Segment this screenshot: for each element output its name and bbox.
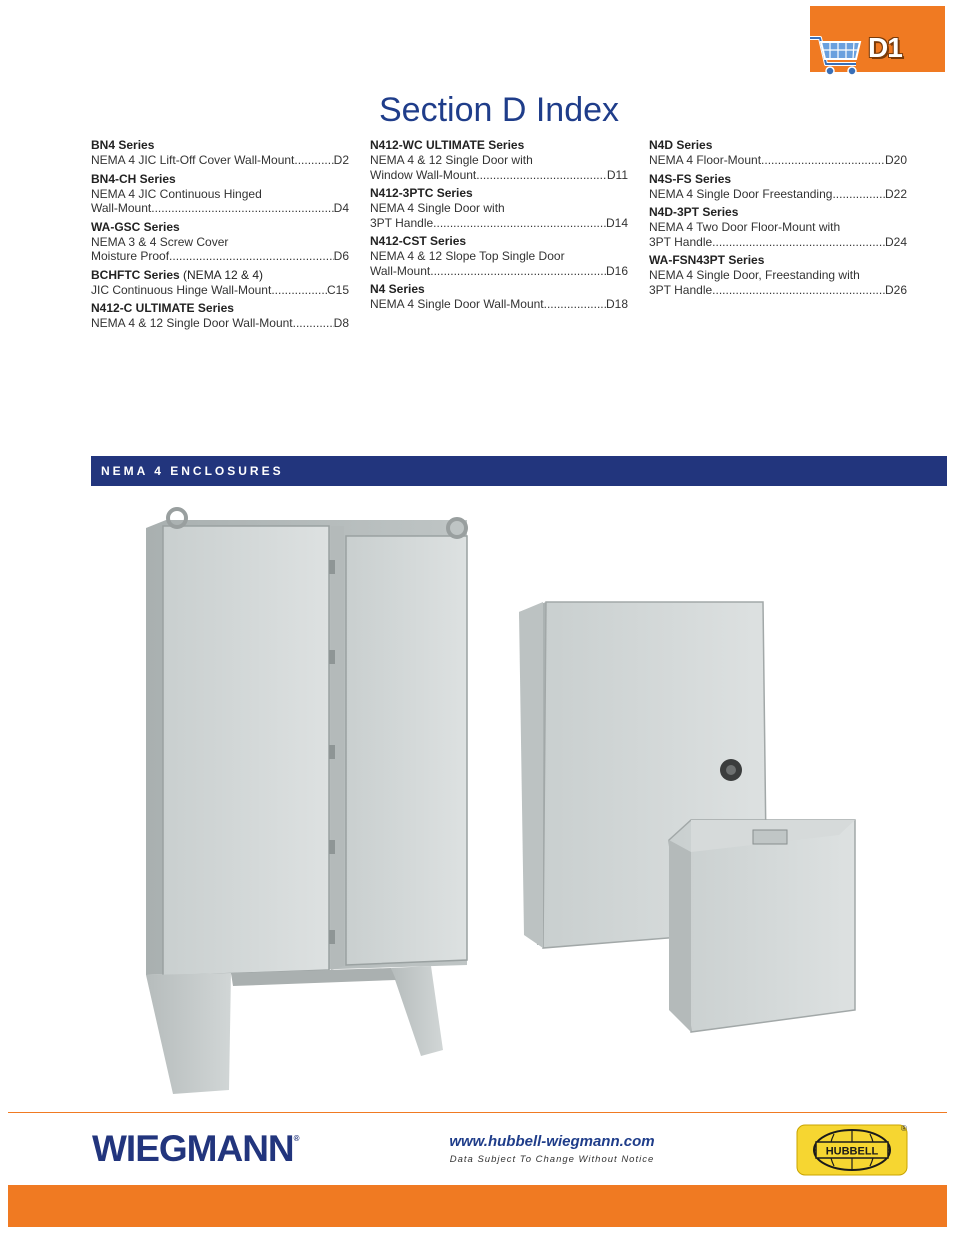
series-description: NEMA 4 & 12 Single Door with [370, 153, 533, 167]
series-description-with-page: NEMA 4 Single Door Freestanding ..... D22 [649, 187, 907, 202]
series-title: N412-CST Series [370, 234, 467, 248]
series-description: NEMA 4 Single Door with [370, 201, 505, 215]
index-entry[interactable] [91, 220, 349, 264]
series-title: WA-GSC Series [91, 219, 180, 234]
enclosures-photo [91, 490, 947, 1095]
series-description-with-page: NEMA 4 Floor-Mount ..... D20 [649, 153, 907, 168]
page-reference: D20 [884, 153, 907, 167]
series-description-with-page: NEMA 4 Single Door Wall-Mount ..... D18 [370, 297, 628, 312]
series-description-with-page: Window Wall-Mount ..... D11 [370, 168, 628, 183]
index-column-3 [649, 134, 907, 301]
page-title: Section D Index [378, 90, 620, 129]
series-description-with-page: 3PT Handle ..... D24 [649, 235, 907, 250]
index-entry[interactable] [649, 172, 907, 202]
series-title: N4D Series [649, 138, 713, 152]
index-entry[interactable] [91, 301, 349, 331]
shopping-cart-icon[interactable] [808, 32, 864, 78]
index-entry[interactable] [91, 138, 349, 168]
hubbell-registered-mark: ® [901, 1124, 907, 1133]
index-entry[interactable] [370, 186, 628, 230]
series-description-with-page: Moisture Proof ..... D6 [91, 249, 349, 264]
index-entry[interactable] [649, 205, 907, 249]
index-entry[interactable] [370, 234, 628, 278]
footer-bar [8, 1185, 947, 1227]
series-description: NEMA 3 & 4 Screw Cover [91, 234, 229, 249]
page-reference: D14 [605, 215, 628, 230]
page-reference: D26 [884, 282, 907, 297]
series-title: N412-C ULTIMATE Series [91, 301, 234, 315]
index-entry[interactable] [370, 138, 628, 182]
index-column-2 [370, 134, 628, 316]
index-entry[interactable] [370, 282, 628, 312]
index-entry[interactable] [91, 172, 349, 216]
series-description-with-page: Wall-Mount ..... D16 [370, 264, 628, 279]
index-entry[interactable] [649, 138, 907, 168]
series-title: N4D-3PT Series [649, 205, 739, 219]
series-description-with-page: Wall-Mount ..... D4 [91, 201, 349, 216]
tab-notch [918, 72, 945, 75]
page-reference: C15 [326, 282, 349, 297]
website-link[interactable]: www.hubbell-wiegmann.com [449, 1133, 655, 1150]
series-title: N412-3PTC Series [370, 186, 473, 200]
series-description-with-page: NEMA 4 JIC Lift-Off Cover Wall-Mount ..... D2 [91, 153, 349, 168]
series-description: NEMA 4 & 12 Slope Top Single Door [370, 249, 565, 263]
series-description: NEMA 4 Single Door, Freestanding with [649, 268, 860, 282]
index-entry[interactable] [649, 253, 907, 297]
series-title: BCHFTC Series (NEMA 12 & 4) [91, 267, 264, 282]
page-reference: D6 [333, 249, 349, 263]
index-column-1 [91, 134, 349, 335]
section-banner: NEMA 4 ENCLOSURES [91, 456, 947, 486]
page-reference: D4 [333, 201, 349, 215]
page-reference: D18 [605, 297, 628, 311]
footer-rule [8, 1112, 947, 1113]
page-reference: D8 [333, 316, 349, 330]
series-description: NEMA 4 Two Door Floor-Mount with [649, 220, 841, 234]
series-description: NEMA 4 JIC Continuous Hinged [91, 186, 262, 201]
series-description-with-page: 3PT Handle ..... D14 [370, 216, 628, 231]
page-reference: D16 [605, 263, 628, 278]
series-title: BN4 Series [91, 138, 155, 152]
small-hinged-enclosure [669, 820, 855, 1032]
wiegmann-logo: WIEGMANN® [92, 1128, 299, 1169]
series-description-with-page: JIC Continuous Hinge Wall-Mount ..... C15 [91, 283, 349, 298]
series-title: N412-WC ULTIMATE Series [370, 138, 525, 152]
hubbell-logo [796, 1124, 908, 1176]
series-title: BN4-CH Series [91, 171, 176, 186]
series-title: WA-FSN43PT Series [649, 253, 765, 267]
page-reference: D11 [606, 167, 628, 182]
page-reference: D2 [333, 153, 349, 167]
series-title: N4S-FS Series [649, 171, 732, 186]
series-title: N4 Series [370, 282, 425, 296]
index-entry[interactable] [91, 268, 349, 298]
page-reference: D22 [884, 186, 907, 201]
series-description-with-page: NEMA 4 & 12 Single Door Wall-Mount ..... D8 [91, 316, 349, 331]
hubbell-logo-text: HUBBELL [825, 1145, 879, 1158]
page-reference: D24 [884, 234, 907, 249]
series-description-with-page: 3PT Handle ..... D26 [649, 283, 907, 298]
data-notice: Data Subject To Change Without Notice [449, 1154, 655, 1165]
section-tab-label: D1 [868, 32, 902, 63]
